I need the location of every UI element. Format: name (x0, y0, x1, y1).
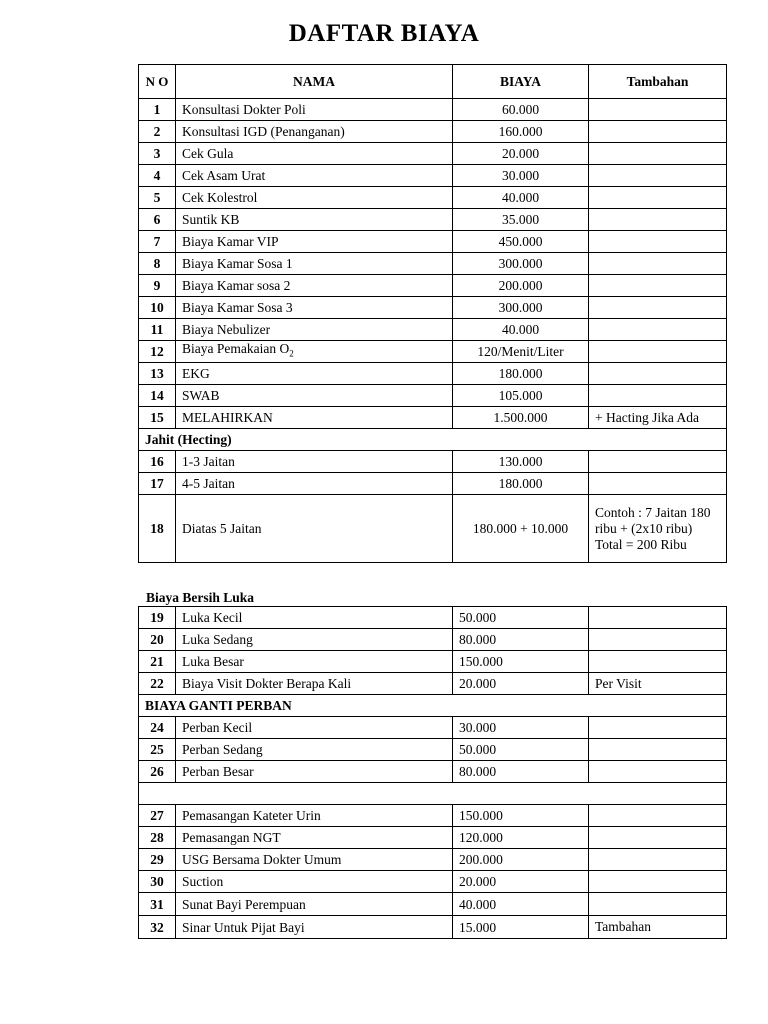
row-nama (176, 341, 453, 363)
row-tambahan (589, 121, 727, 143)
section-jahit-hecting (139, 429, 727, 451)
table-row (139, 165, 727, 187)
row-number: 5 (139, 187, 176, 209)
row-biaya: 300.000 (453, 297, 589, 319)
row-number: 15 (139, 407, 176, 429)
table-row (139, 607, 727, 629)
row-nama: Luka Besar (176, 651, 453, 673)
row-tambahan (589, 629, 727, 651)
table-row (139, 629, 727, 651)
row-number: 6 (139, 209, 176, 231)
row-biaya: 150.000 (453, 805, 589, 827)
table-row (139, 673, 727, 695)
row-nama: Suction (176, 871, 453, 893)
row-number: 18 (139, 495, 176, 563)
row-tambahan (589, 209, 727, 231)
row-number: 29 (139, 849, 176, 871)
row-number: 16 (139, 451, 176, 473)
header-no: N O (139, 65, 176, 99)
table-row (139, 849, 727, 871)
row-number: 19 (139, 607, 176, 629)
row-nama-text: Biaya Pemakaian O (182, 341, 290, 357)
table-row (139, 761, 727, 783)
row-nama: Sunat Bayi Perempuan (176, 893, 453, 916)
row-nama: MELAHIRKAN (176, 407, 453, 429)
row-tambahan: Per Visit (589, 673, 727, 695)
row-tambahan: Contoh : 7 Jaitan 180 ribu + (2x10 ribu) Total = 200 Ribu (589, 495, 727, 563)
table-row (139, 341, 727, 363)
table-row (139, 739, 727, 761)
row-biaya: 50.000 (453, 607, 589, 629)
row-biaya: 30.000 (453, 717, 589, 739)
table-row (139, 187, 727, 209)
row-number: 31 (139, 893, 176, 916)
row-tambahan: + Hacting Jika Ada (589, 407, 727, 429)
row-nama: Biaya Nebulizer (176, 319, 453, 341)
row-tambahan (589, 165, 727, 187)
table-row (139, 717, 727, 739)
row-number: 21 (139, 651, 176, 673)
row-nama: Perban Besar (176, 761, 453, 783)
row-biaya: 200.000 (453, 275, 589, 297)
row-nama: Biaya Kamar Sosa 1 (176, 253, 453, 275)
row-tambahan (589, 451, 727, 473)
row-nama: Luka Sedang (176, 629, 453, 651)
row-tambahan (589, 319, 727, 341)
row-number: 25 (139, 739, 176, 761)
row-tambahan (589, 187, 727, 209)
row-number: 13 (139, 363, 176, 385)
row-number: 3 (139, 143, 176, 165)
table-row (139, 893, 727, 916)
table-row (139, 827, 727, 849)
row-biaya: 80.000 (453, 629, 589, 651)
row-biaya: 20.000 (453, 871, 589, 893)
row-biaya: 105.000 (453, 385, 589, 407)
row-tambahan (589, 651, 727, 673)
row-tambahan (589, 871, 727, 893)
section-biaya-ganti-perban (139, 695, 727, 717)
table-row (139, 143, 727, 165)
price-table-main (138, 64, 727, 563)
row-tambahan (589, 717, 727, 739)
row-biaya: 150.000 (453, 651, 589, 673)
row-number: 26 (139, 761, 176, 783)
table-row (139, 297, 727, 319)
row-nama: Biaya Visit Dokter Berapa Kali (176, 673, 453, 695)
table-row (139, 121, 727, 143)
table-row (139, 99, 727, 121)
row-tambahan (589, 473, 727, 495)
row-biaya: 1.500.000 (453, 407, 589, 429)
row-tambahan (589, 143, 727, 165)
price-table-secondary (138, 606, 727, 939)
row-biaya: 35.000 (453, 209, 589, 231)
row-tambahan (589, 849, 727, 871)
table-row (139, 871, 727, 893)
row-nama: Suntik KB (176, 209, 453, 231)
row-nama-subscript: 2 (289, 348, 294, 359)
row-number: 14 (139, 385, 176, 407)
empty-row (139, 783, 727, 805)
row-number: 22 (139, 673, 176, 695)
row-tambahan (589, 761, 727, 783)
row-tambahan (589, 363, 727, 385)
row-biaya: 20.000 (453, 143, 589, 165)
page-title: DAFTAR BIAYA (288, 20, 480, 47)
row-nama: Pemasangan Kateter Urin (176, 805, 453, 827)
row-nama: Perban Sedang (176, 739, 453, 761)
row-nama: 1-3 Jaitan (176, 451, 453, 473)
row-tambahan (589, 275, 727, 297)
row-biaya: 130.000 (453, 451, 589, 473)
row-number: 7 (139, 231, 176, 253)
table-row (139, 363, 727, 385)
row-tambahan (589, 297, 727, 319)
row-biaya: 15.000 (453, 916, 589, 939)
table-row (139, 253, 727, 275)
row-biaya: 40.000 (453, 187, 589, 209)
row-biaya: 60.000 (453, 99, 589, 121)
row-number: 27 (139, 805, 176, 827)
row-biaya: 200.000 (453, 849, 589, 871)
empty-row-label (139, 783, 727, 805)
row-nama: Biaya Kamar VIP (176, 231, 453, 253)
row-nama: Cek Asam Urat (176, 165, 453, 187)
row-nama: Pemasangan NGT (176, 827, 453, 849)
row-nama: Perban Kecil (176, 717, 453, 739)
table-row (139, 916, 727, 939)
row-number: 17 (139, 473, 176, 495)
header-nama: NAMA (176, 65, 453, 99)
row-biaya: 80.000 (453, 761, 589, 783)
row-biaya: 300.000 (453, 253, 589, 275)
row-nama: EKG (176, 363, 453, 385)
table-row (139, 231, 727, 253)
table-row (139, 451, 727, 473)
row-number: 9 (139, 275, 176, 297)
row-tambahan (589, 805, 727, 827)
row-biaya: 40.000 (453, 893, 589, 916)
row-number: 1 (139, 99, 176, 121)
row-number: 28 (139, 827, 176, 849)
row-number: 32 (139, 916, 176, 939)
header-tambahan: Tambahan (589, 65, 727, 99)
row-nama: 4-5 Jaitan (176, 473, 453, 495)
header-biaya: BIAYA (453, 65, 589, 99)
row-biaya: 160.000 (453, 121, 589, 143)
row-nama: Biaya Kamar Sosa 3 (176, 297, 453, 319)
row-number: 8 (139, 253, 176, 275)
row-biaya: 30.000 (453, 165, 589, 187)
row-tambahan (589, 231, 727, 253)
row-biaya: 40.000 (453, 319, 589, 341)
section-biaya-bersih-luka: Biaya Bersih Luka (146, 590, 255, 605)
section-biaya-ganti-perban-label: BIAYA GANTI PERBAN (139, 695, 727, 717)
row-nama: Biaya Kamar sosa 2 (176, 275, 453, 297)
row-nama: Konsultasi Dokter Poli (176, 99, 453, 121)
row-biaya: 50.000 (453, 739, 589, 761)
row-tambahan (589, 253, 727, 275)
table-row (139, 407, 727, 429)
row-biaya: 120.000 (453, 827, 589, 849)
row-tambahan (589, 99, 727, 121)
row-tambahan (589, 827, 727, 849)
row-biaya: 450.000 (453, 231, 589, 253)
row-number: 4 (139, 165, 176, 187)
row-nama: Diatas 5 Jaitan (176, 495, 453, 563)
table-row (139, 473, 727, 495)
row-number: 11 (139, 319, 176, 341)
row-tambahan (589, 893, 727, 916)
row-tambahan (589, 341, 727, 363)
table-row (139, 319, 727, 341)
row-nama: Cek Kolestrol (176, 187, 453, 209)
section-jahit-hecting-label: Jahit (Hecting) (139, 429, 727, 451)
row-tambahan: Tambahan (589, 916, 727, 939)
row-biaya: 180.000 (453, 363, 589, 385)
table-row (139, 275, 727, 297)
row-biaya: 180.000 (453, 473, 589, 495)
table-row (139, 209, 727, 231)
row-tambahan (589, 739, 727, 761)
row-nama: Sinar Untuk Pijat Bayi (176, 916, 453, 939)
row-nama: Konsultasi IGD (Penanganan) (176, 121, 453, 143)
row-nama: Luka Kecil (176, 607, 453, 629)
row-number: 30 (139, 871, 176, 893)
table-row (139, 495, 727, 563)
row-biaya: 20.000 (453, 673, 589, 695)
row-number: 20 (139, 629, 176, 651)
row-nama: USG Bersama Dokter Umum (176, 849, 453, 871)
row-biaya: 180.000 + 10.000 (453, 495, 589, 563)
row-tambahan (589, 607, 727, 629)
table-row (139, 805, 727, 827)
row-number: 24 (139, 717, 176, 739)
table-row (139, 651, 727, 673)
row-number: 10 (139, 297, 176, 319)
table-row (139, 385, 727, 407)
row-tambahan (589, 385, 727, 407)
row-nama: SWAB (176, 385, 453, 407)
row-number: 2 (139, 121, 176, 143)
row-nama: Cek Gula (176, 143, 453, 165)
row-biaya: 120/Menit/Liter (453, 341, 589, 363)
row-number: 12 (139, 341, 176, 363)
